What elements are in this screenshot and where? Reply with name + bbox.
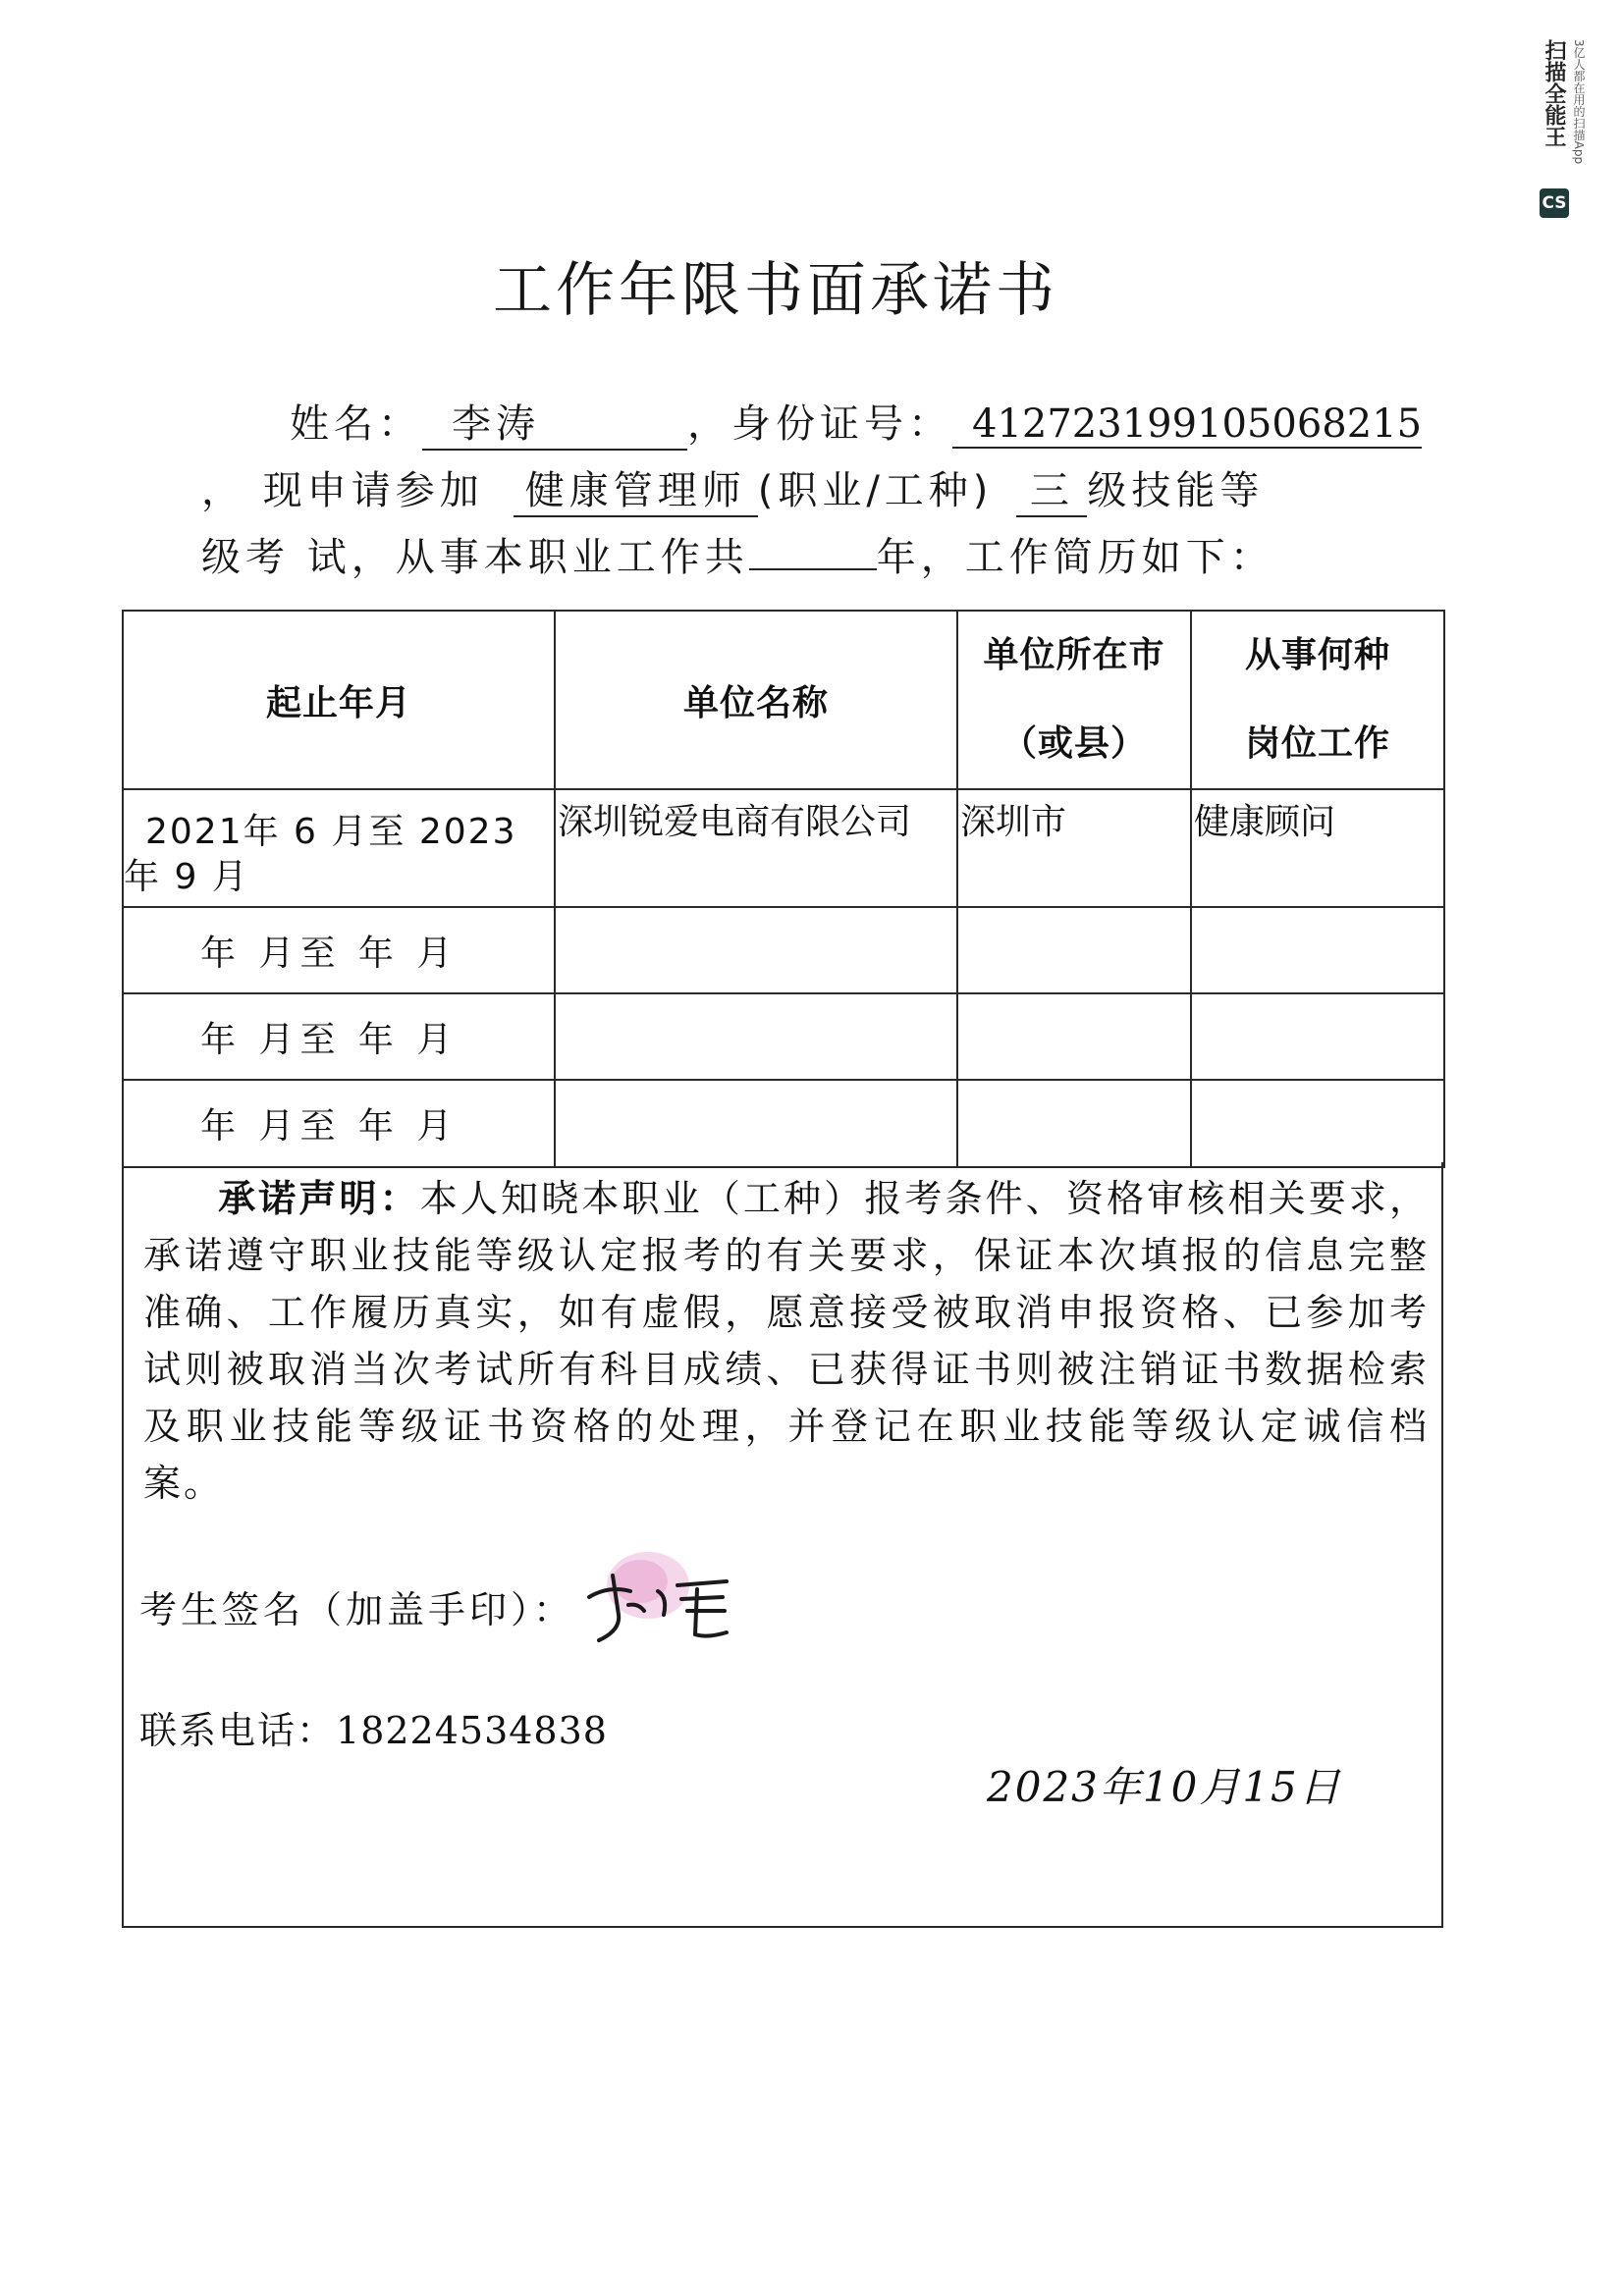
handwritten-signature <box>579 1546 746 1654</box>
company-cell <box>555 907 957 993</box>
level-suffix: 级技能等 <box>1087 468 1265 513</box>
signature-label: 考生签名（加盖手印）： <box>139 1588 575 1631</box>
company-cell: 深圳锐爱电商有限公司 <box>555 789 957 907</box>
city-cell <box>957 1080 1191 1167</box>
contact-line <box>139 1700 608 1754</box>
role-cell <box>1191 1080 1444 1167</box>
applicant-line-2 <box>201 459 1264 517</box>
header-role <box>1191 611 1444 789</box>
declaration-label: 承诺声明： <box>218 1177 420 1220</box>
company-cell <box>555 1080 957 1167</box>
applicant-line-3 <box>201 526 1274 582</box>
contact-phone: 18224534838 <box>336 1709 608 1752</box>
table-header-row <box>123 611 1444 789</box>
signed-date: 2023年10月15日 <box>987 1763 1342 1811</box>
table-row <box>123 907 1444 993</box>
table-row <box>123 789 1444 907</box>
contact-label: 联系电话： <box>139 1709 337 1752</box>
header-city-line2: （或县） <box>1001 723 1147 764</box>
occupation-value: 健康管理师 <box>514 459 758 517</box>
table-row <box>123 993 1444 1080</box>
id-label: ，身份证号： <box>687 401 952 447</box>
period-cell: 年 月至 年 月 <box>123 907 555 993</box>
role-cell <box>1191 907 1444 993</box>
declaration-text <box>143 1170 1430 1512</box>
name-value: 李涛 <box>422 393 687 451</box>
years-suffix: 年，工作简历如下： <box>876 535 1274 580</box>
applicant-line-1 <box>290 393 1422 451</box>
level-value: 三 <box>1016 459 1087 517</box>
city-cell <box>957 993 1191 1080</box>
period-line1: 2021年 6 月至 2023 <box>145 812 517 852</box>
city-cell <box>957 907 1191 993</box>
role-cell <box>1191 993 1444 1080</box>
period-line2: 年 9 月 <box>124 857 249 897</box>
city-cell: 深圳市 <box>957 789 1191 907</box>
period-cell <box>123 789 555 907</box>
occupation-suffix: (职业/工种) <box>757 468 994 513</box>
work-history-table <box>122 610 1445 1168</box>
fingerprint-core <box>613 1560 668 1603</box>
header-period: 起止年月 <box>123 611 555 789</box>
page-title: 工作年限书面承诺书 <box>493 256 1058 325</box>
header-role-line2: 岗位工作 <box>1244 723 1390 764</box>
role-cell: 健康顾问 <box>1191 789 1444 907</box>
name-label: 姓名： <box>290 401 422 447</box>
period-cell: 年 月至 年 月 <box>123 1080 555 1167</box>
scanner-app-tagline: 3亿人都在用的扫描App <box>1572 39 1586 165</box>
header-role-line1: 从事何种 <box>1244 635 1390 675</box>
camscanner-logo-icon: CS <box>1540 188 1569 218</box>
scanner-app-name: 扫描全能王 <box>1542 39 1566 147</box>
apply-prefix: ， 现申请参加 <box>201 468 484 513</box>
header-city-line1: 单位所在市 <box>983 635 1165 675</box>
declaration-body: 本人知晓本职业（工种）报考条件、资格审核相关要求，承诺遵守职业技能等级认定报考的有关要求，保证本次填报的信息完整准确、工作履历真实，如有虚假，愿意接受被取消申报资格、已参加考试则被取消当次考试所有科目成绩、已获得证书则被注销证书数据检索及职业技能等级证书资格的处理，并登记在职业技能等级认定诚信档案。 <box>143 1177 1430 1505</box>
header-company: 单位名称 <box>555 611 957 789</box>
years-value <box>749 568 877 570</box>
years-prefix: 级考 试，从事本职业工作共 <box>201 535 749 580</box>
id-number-value: 412723199105068215 <box>952 401 1422 449</box>
period-cell: 年 月至 年 月 <box>123 993 555 1080</box>
company-cell <box>555 993 957 1080</box>
table-row <box>123 1080 1444 1167</box>
header-city <box>957 611 1191 789</box>
